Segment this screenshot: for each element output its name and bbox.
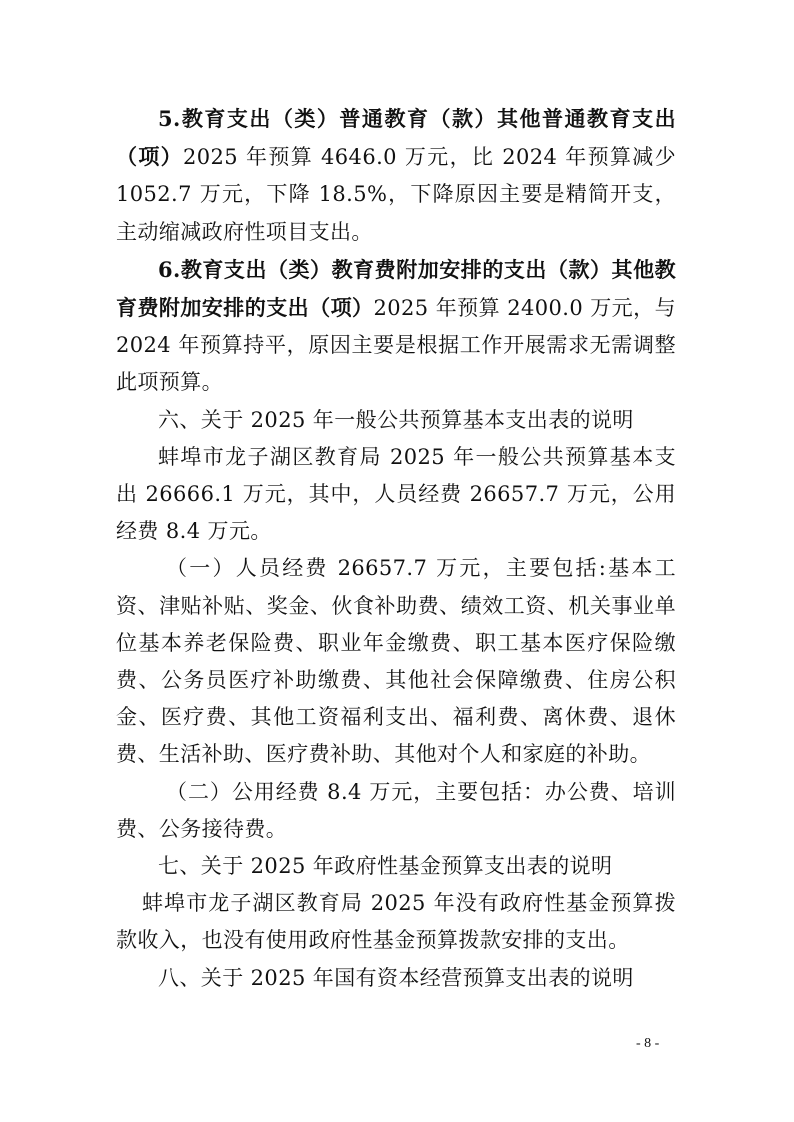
paragraph-item-5 [116, 100, 676, 251]
section-6-public-expenses: （二）公用经费 8.4 万元，主要包括：办公费、培训费、公务接待费。 [116, 779, 676, 841]
item-5-heading: 5.教育支出（类）普通教育（款）其他普通教育支出（项） [116, 106, 676, 170]
section-6-title: 六、关于 2025 年一般公共预算基本支出表的说明 [158, 407, 634, 432]
item-5-body: 2025 年预算 4646.0 万元，比 2024 年预算减少 1052.7 万元，下降 18.5%，下降原因主要是精简开支，主动缩减政府性项目支出。 [116, 145, 676, 244]
section-7-body: 蚌埠市龙子湖区教育局 2025 年没有政府性基金预算拨款收入，也没有使用政府性基金预算拨款安排的支出。 [116, 891, 676, 953]
section-8-title: 八、关于 2025 年国有资本经营预算支出表的说明 [158, 965, 634, 990]
page-number: - 8 - [636, 1036, 660, 1051]
paragraph-item-6 [116, 251, 676, 402]
section-6-personnel-expenses: （一）人员经费 26657.7 万元，主要包括:基本工资、津贴补贴、奖金、伙食补助费、绩效工资、机关事业单位基本养老保险费、职业年金缴费、职工基本医疗保险缴费、公务员医疗补助缴费、其他社会保障缴费、住房公积金、医疗费、其他工资福利支出、福利费、离休费、退休费、生活补助、医疗费补助、其他对个人和家庭的补助。 [116, 556, 676, 767]
item-6-body: 2025 年预算 2400.0 万元，与 2024 年预算持平，原因主要是根据工作开展需求无需调整此项预算。 [116, 296, 676, 395]
section-7-title: 七、关于 2025 年政府性基金预算支出表的说明 [158, 854, 613, 879]
document-page [116, 100, 676, 997]
item-6-heading: 6.教育支出（类）教育费附加安排的支出（款）其他教育费附加安排的支出（项） [116, 256, 676, 321]
section-6-body: 蚌埠市龙子湖区教育局 2025 年一般公共预算基本支出 26666.1 万元，其中，人员经费 26657.7 万元，公用经费 8.4 万元。 [116, 444, 676, 544]
